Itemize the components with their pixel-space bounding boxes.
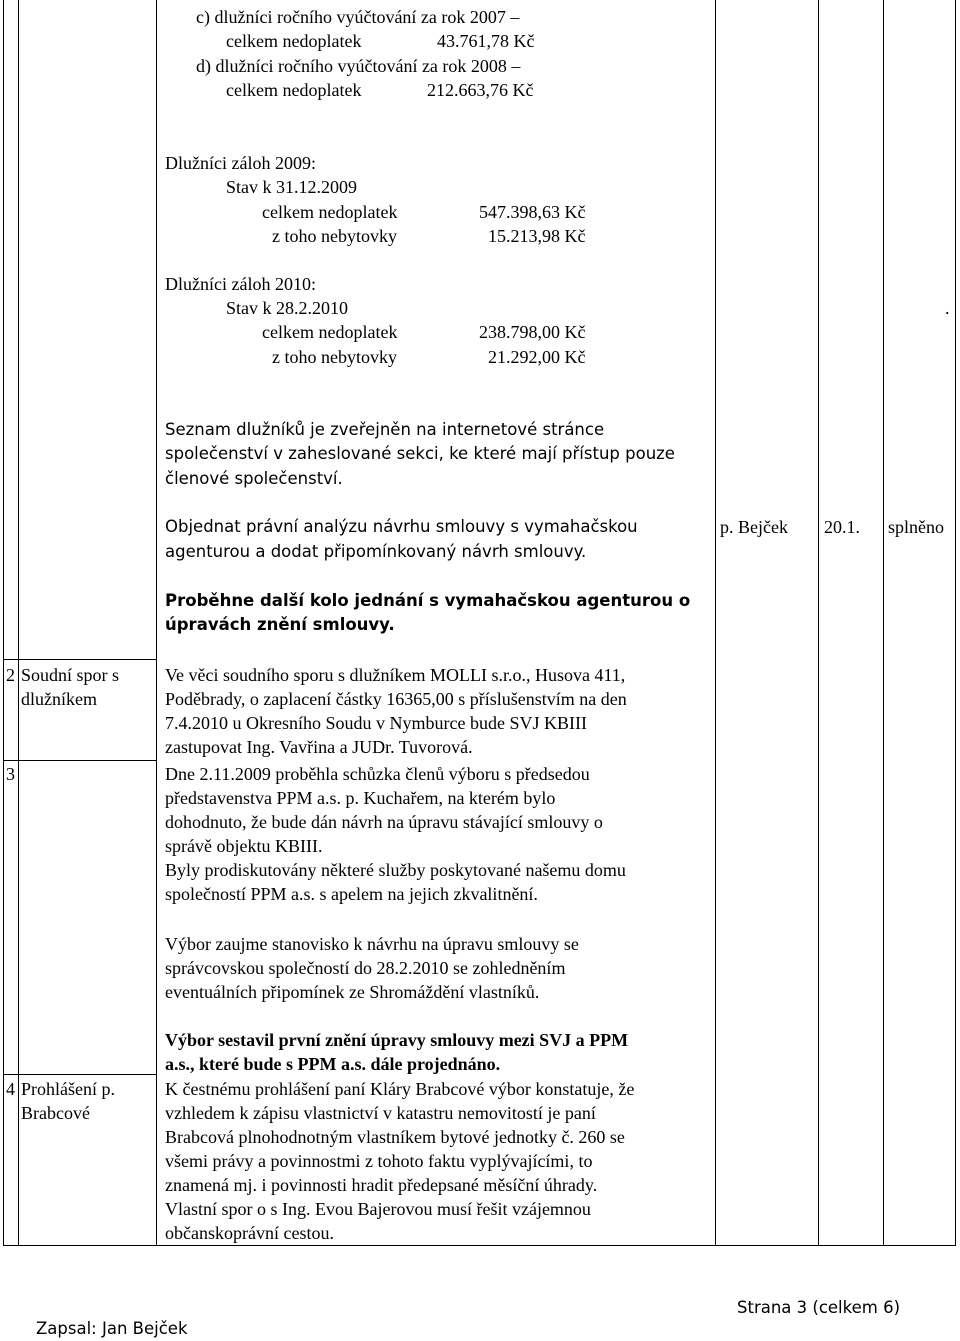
item-3-text-a-2: představenstva PPM a.s. p. Kuchařem, na kterém bylo (165, 788, 556, 808)
advances-2009-total-value: 547.398,63 Kč (479, 202, 586, 222)
item-2-text-line-3: 7.4.2010 u Okresního Soudu v Nymburce bude SVJ KBIII (165, 713, 587, 733)
item-4-topic-line-1: Prohlášení p. (21, 1079, 115, 1099)
table-border-right (955, 0, 956, 1245)
item-3-text-a-1: Dne 2.11.2009 proběhla schůzka členů výboru s předsedou (165, 764, 590, 784)
status-dot: . (945, 298, 950, 318)
table-col-divider-5 (883, 0, 884, 1245)
footer-page-number: Strana 3 (celkem 6) (737, 1298, 901, 1317)
row-divider-3 (3, 760, 156, 761)
summary-c-total-value: 43.761,78 Kč (437, 31, 535, 51)
task-deadline: 20.1. (824, 517, 860, 537)
item-2-topic-line-1: Soudní spor s (21, 665, 120, 685)
next-round-line-1: Proběhne další kolo jednání s vymahačskou agenturou o (165, 591, 691, 610)
item-4-text-line-2: vzhledem k zápisu vlastnictví v katastru nemovitostí je paní (165, 1103, 596, 1123)
notice-line-2: společenství v zaheslované sekci, ke které mají přístup pouze (165, 444, 675, 463)
advances-2009-nonres-value: 15.213,98 Kč (488, 226, 586, 246)
item-2-text-line-2: Poděbrady, o zaplacení částky 16365,00 s příslušenstvím na den (165, 689, 627, 709)
row-divider-4 (3, 1074, 156, 1075)
summary-c-line1: c) dlužníci ročního vyúčtování za rok 2007 – (196, 7, 520, 27)
table-col-divider-4 (818, 0, 819, 1245)
task-line-1: Objednat právní analýzu návrhu smlouvy s vymahačskou (165, 517, 638, 536)
advances-2010-nonres-value: 21.292,00 Kč (488, 347, 586, 367)
item-3-text-a-3: dohodnuto, že bude dán návrh na úpravu stávající smlouvy o (165, 812, 603, 832)
item-3-text-a-6: společností PPM a.s. s apelem na jejich zkvalitnění. (165, 884, 538, 904)
item-4-number: 4 (6, 1079, 15, 1099)
task-responsible: p. Bejček (720, 517, 788, 537)
item-4-text-line-1: K čestnému prohlášení paní Kláry Brabcové výbor konstatuje, že (165, 1079, 635, 1099)
table-border-left (3, 0, 4, 1245)
summary-d-total-label: celkem nedoplatek (226, 80, 362, 100)
next-round-line-2: úpravách znění smlouvy. (165, 615, 395, 634)
notice-line-1: Seznam dlužníků je zveřejněn na internetové stránce (165, 420, 605, 439)
task-status: splněno (888, 517, 944, 537)
item-4-text-line-7: občanskoprávní cestou. (165, 1223, 334, 1243)
item-3-bold-line-1: Výbor sestavil první znění úpravy smlouvy mezi SVJ a PPM (165, 1030, 629, 1050)
item-3-text-b-3: eventuálních připomínek ze Shromáždění vlastníků. (165, 982, 540, 1002)
table-col-divider-1 (18, 0, 19, 1245)
advances-2010-nonres-label: z toho nebytovky (272, 347, 397, 367)
item-4-text-line-5: znamená mj. i povinnosti hradit předepsané měsíční úhrady. (165, 1175, 598, 1195)
summary-d-total-value: 212.663,76 Kč (427, 80, 534, 100)
summary-c-total-label: celkem nedoplatek (226, 31, 362, 51)
item-3-text-b-2: správcovskou společností do 28.2.2010 se zohledněním (165, 958, 566, 978)
item-2-number: 2 (6, 665, 15, 685)
item-4-text-line-4: všemi právy a povinnostmi z tohoto faktu vyplývajícími, to (165, 1151, 593, 1171)
advances-2010-total-label: celkem nedoplatek (262, 322, 398, 342)
item-4-text-line-6: Vlastní spor o s Ing. Evou Bajerovou musí řešit vzájemnou (165, 1199, 591, 1219)
row-divider-2 (3, 659, 156, 660)
item-3-number: 3 (6, 764, 15, 784)
item-4-topic-line-2: Brabcové (21, 1103, 90, 1123)
summary-d-line1: d) dlužníci ročního vyúčtování za rok 2008 – (196, 56, 521, 76)
item-3-text-a-4: správě objektu KBIII. (165, 836, 323, 856)
advances-2009-nonres-label: z toho nebytovky (272, 226, 397, 246)
advances-2009-total-label: celkem nedoplatek (262, 202, 398, 222)
item-3-text-a-5: Byly prodiskutovány některé služby poskytované našemu domu (165, 860, 626, 880)
advances-2010-state: Stav k 28.2.2010 (226, 298, 349, 318)
item-2-text-line-4: zastupovat Ing. Vavřina a JUDr. Tuvorová. (165, 737, 473, 757)
advances-2010-heading: Dlužníci záloh 2010: (165, 274, 316, 294)
advances-2010-total-value: 238.798,00 Kč (479, 322, 586, 342)
table-border-bottom (3, 1245, 956, 1246)
table-col-divider-2 (156, 0, 157, 1245)
footer-recorder: Zapsal: Jan Bejček (36, 1319, 188, 1338)
item-2-text-line-1: Ve věci soudního sporu s dlužníkem MOLLI s.r.o., Husova 411, (165, 665, 626, 685)
item-3-bold-line-2: a.s., které bude s PPM a.s. dále projednáno. (165, 1054, 501, 1074)
table-col-divider-3 (715, 0, 716, 1245)
item-4-text-line-3: Brabcová plnohodnotným vlastníkem bytové jednotky č. 260 se (165, 1127, 625, 1147)
notice-line-3: členové společenství. (165, 469, 343, 488)
item-3-text-b-1: Výbor zaujme stanovisko k návrhu na úpravu smlouvy se (165, 934, 579, 954)
advances-2009-state: Stav k 31.12.2009 (226, 177, 358, 197)
task-line-2: agenturou a dodat připomínkovaný návrh smlouvy. (165, 542, 587, 561)
advances-2009-heading: Dlužníci záloh 2009: (165, 153, 316, 173)
item-2-topic-line-2: dlužníkem (21, 689, 97, 709)
